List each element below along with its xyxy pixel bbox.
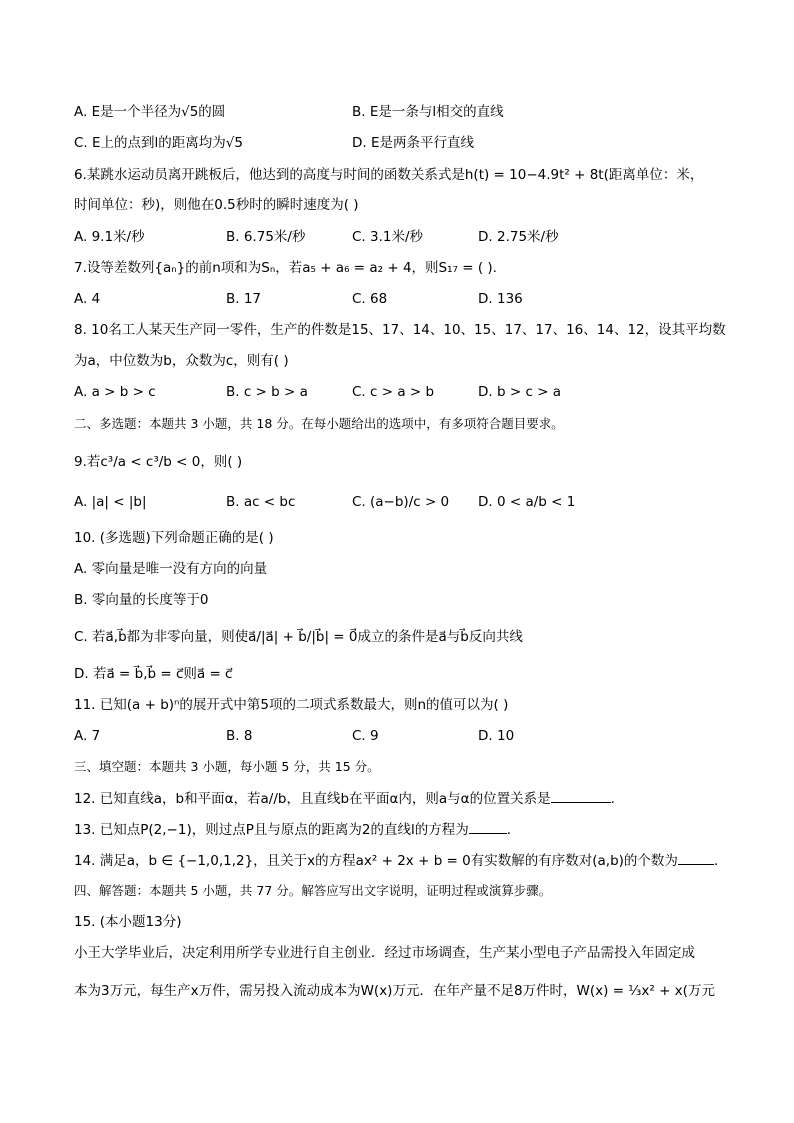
q8-option-d: D. b > c > a	[478, 384, 562, 400]
q9-option-b: B. ac < bc	[226, 494, 296, 510]
q10-stem: 10. (多选题)下列命题正确的是( )	[74, 530, 274, 546]
q12-stem: 12. 已知直线a，b和平面α，若a//b，且直线b在平面α内，则a与α的位置关系是	[74, 791, 551, 807]
q5-option-b: B. E是一条与l相交的直线	[352, 104, 504, 120]
q13-end: .	[506, 822, 511, 838]
q14-line	[74, 850, 718, 871]
q12-line	[74, 788, 615, 809]
q12-answer-blank[interactable]	[551, 788, 611, 803]
q6-option-c: C. 3.1米/秒	[352, 229, 424, 245]
q8-option-c: C. c > a > b	[352, 384, 435, 400]
q9-option-a: A. |a| < |b|	[74, 494, 147, 510]
section-4-header: 四、解答题：本题共 5 小题，共 77 分。解答应写出文字说明，证明过程或演算步骤。	[74, 883, 552, 898]
q10-option-b: B. 零向量的长度等于0	[74, 592, 209, 608]
q8-option-b: B. c > b > a	[226, 384, 308, 400]
q7-option-c: C. 68	[352, 291, 388, 307]
q13-line	[74, 819, 511, 840]
q7-option-d: D. 136	[478, 291, 523, 307]
q7-option-a: A. 4	[74, 291, 101, 307]
q9-option-d: D. 0 < a/b < 1	[478, 494, 576, 510]
q13-stem: 13. 已知点P(2,−1)，则过点P且与原点的距离为2的直线l的方程为	[74, 822, 469, 838]
q5-option-a: A. E是一个半径为√5的圆	[74, 104, 226, 120]
q10-option-c: C. 若a⃗,b⃗都为非零向量，则使a⃗/|a⃗| + b⃗/|b⃗| = 0⃗成立的条件是a⃗与b⃗反向共线	[74, 629, 523, 645]
q11-option-a: A. 7	[74, 728, 101, 744]
q11-stem: 11. 已知(a + b)ⁿ的展开式中第5项的二项式系数最大，则n的值可以为( )	[74, 697, 509, 713]
q8-stem-line1: 8. 10名工人某天生产同一零件，生产的件数是15、17、14、10、15、17、17、16、14、12，设其平均数	[74, 322, 726, 338]
q15-title: 15. (本小题13分)	[74, 914, 182, 930]
q5-option-c: C. E上的点到l的距离均为√5	[74, 135, 243, 151]
q11-option-c: C. 9	[352, 728, 379, 744]
q13-answer-blank[interactable]	[469, 819, 507, 834]
q6-option-a: A. 9.1米/秒	[74, 229, 145, 245]
q11-option-b: B. 8	[226, 728, 253, 744]
q7-option-b: B. 17	[226, 291, 262, 307]
q14-answer-blank[interactable]	[678, 850, 714, 865]
q6-stem-line1: 6.某跳水运动员离开跳板后，他达到的高度与时间的函数关系式是h(t) = 10−4.9t² + 8t(距离单位：米，	[74, 167, 704, 183]
q14-stem: 14. 满足a，b ∈ {−1,0,1,2}，且关于x的方程ax² + 2x + b = 0有实数解的有序数对(a,b)的个数为	[74, 853, 678, 869]
q14-end: .	[713, 853, 719, 869]
q11-option-d: D. 10	[478, 728, 515, 744]
q6-option-d: D. 2.75米/秒	[478, 229, 559, 245]
q9-stem: 9.若c³/a < c³/b < 0，则( )	[74, 454, 243, 470]
section-3-header: 三、填空题：本题共 3 小题，每小题 5 分，共 15 分。	[74, 759, 380, 774]
q5-option-d: D. E是两条平行直线	[352, 135, 475, 151]
q10-option-a: A. 零向量是唯一没有方向的向量	[74, 561, 268, 577]
q8-stem-line2: 为a，中位数为b，众数为c，则有( )	[74, 353, 289, 369]
q9-option-c: C. (a−b)/c > 0	[352, 494, 450, 510]
q10-option-d: D. 若a⃗ = b⃗,b⃗ = c⃗则a⃗ = c⃗	[74, 666, 233, 682]
q15-line2: 本为3万元，每生产x万件，需另投入流动成本为W(x)万元．在年产量不足8万件时，W(x) = ⅓x² + x(万元	[74, 983, 715, 999]
q8-option-a: A. a > b > c	[74, 384, 156, 400]
q6-stem-line2: 时间单位：秒)，则他在0.5秒时的瞬时速度为( )	[74, 197, 359, 213]
q6-option-b: B. 6.75米/秒	[226, 229, 306, 245]
q15-line1: 小王大学毕业后，决定利用所学专业进行自主创业．经过市场调查，生产某小型电子产品需投入年固定成	[74, 945, 695, 961]
q7-stem: 7.设等差数列{aₙ}的前n项和为Sₙ，若a₅ + a₆ = a₂ + 4，则S₁₇ = ( ).	[74, 260, 497, 276]
q12-end: .	[610, 791, 615, 807]
section-2-header: 二、多选题：本题共 3 小题，共 18 分。在每小题给出的选项中，有多项符合题目要求。	[74, 416, 564, 431]
